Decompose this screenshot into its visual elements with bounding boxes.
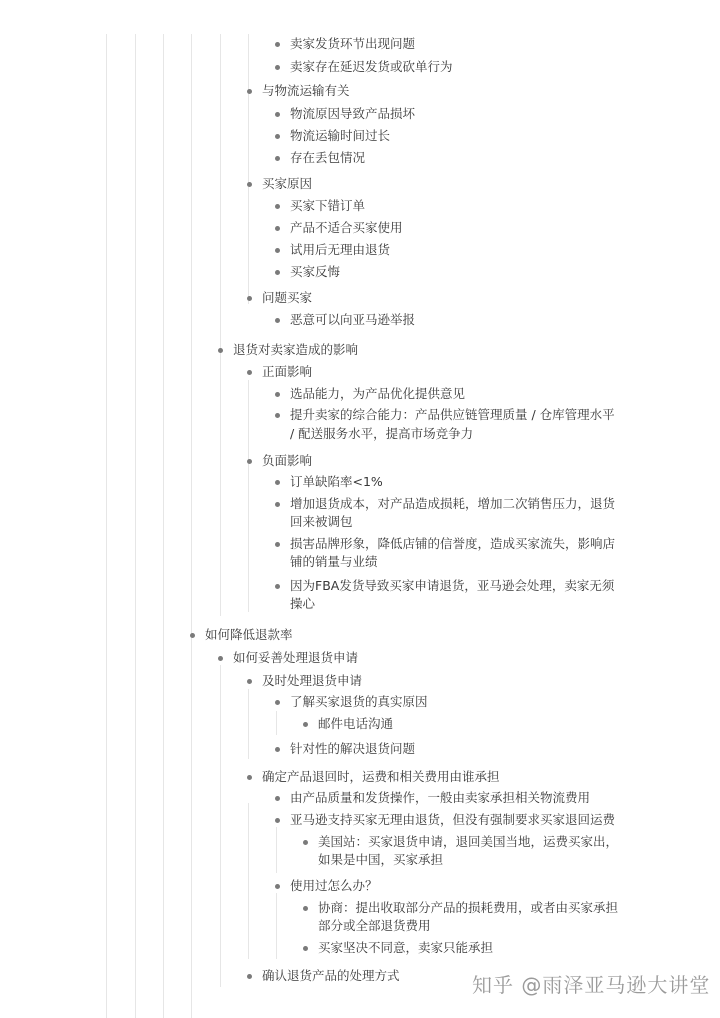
outline-item-level-4 [290,576,614,596]
outline-item-text: 买家下错订单 [290,198,366,213]
bullet-icon [275,112,280,117]
indent-guide [135,34,136,1018]
bullet-icon [275,480,280,485]
indent-guide [191,34,192,1018]
outline-item-text: 因为FBA发货导致买家申请退货，亚马逊会处理，卖家无须 [290,578,615,593]
outline-item-text: 订单缺陷率<1% [290,474,383,489]
outline-item-text: 退货对卖家造成的影响 [233,342,359,357]
indent-guide [220,34,221,616]
outline-item-level-3 [262,767,500,787]
outline-item-level-3 [262,81,350,101]
indent-guide [248,689,249,759]
outline-item-text: 卖家存在延迟发货或砍单行为 [290,59,453,74]
bullet-icon [275,204,280,209]
outline-item-text: 部分或全部退货费用 [318,918,431,933]
outline-item-level-4 [290,196,365,216]
outline-item-level-4 [290,310,415,330]
bullet-icon [303,906,308,911]
indent-guide [248,380,249,612]
outline-item-text: 问题买家 [262,290,313,305]
outline-item-text: 铺的销量与业绩 [290,554,378,569]
outline-item-level-5 [318,832,618,852]
outline-item-level-5 [318,714,393,734]
outline-item-level-4 [290,405,615,425]
outline-item-level-4 [290,34,415,54]
bullet-icon [275,413,280,418]
outline-item-level-4 [290,57,453,77]
outline-item-text: 回来被调包 [290,514,353,529]
outline-item-level-4 [290,739,415,759]
outline-item-text: 了解买家退货的真实原因 [290,694,428,709]
indent-guide [276,711,277,735]
bullet-icon [247,370,252,375]
outline-item-level-4 [290,534,615,554]
outline-item-text: 确定产品退回时，运费和相关费用由谁承担 [262,769,500,784]
outline-item-level-4 [290,148,365,168]
outline-item-text: 及时处理退货申请 [262,673,363,688]
outline-item-text: 存在丢包情况 [290,150,366,165]
bullet-icon [275,392,280,397]
bullet-icon [218,656,223,661]
outline-item-level-4 [290,876,378,896]
indent-guide [276,827,277,873]
bullet-icon [275,318,280,323]
outline-item-level-4 [290,472,383,492]
bullet-icon [275,502,280,507]
bullet-icon [275,65,280,70]
outline-item-level-3 [262,451,312,471]
bullet-icon [275,584,280,589]
bullet-icon [275,134,280,139]
outline-item-level-4 [290,810,615,830]
outline-item-level-2 [233,648,358,668]
indent-guide [163,34,164,1018]
outline-item-text: 买家坚决不同意，卖家只能承担 [318,940,494,955]
outline-item-text: 与物流运输有关 [262,83,350,98]
outline-item-text: 买家反悔 [290,264,341,279]
outline-item-text: 试用后无理由退货 [290,242,391,257]
bullet-icon [303,840,308,845]
outline-item-text: 物流原因导致产品损坏 [290,106,416,121]
indent-guide [220,665,221,987]
outline-item-level-5 [318,898,618,918]
watermark: 知乎 @雨泽亚马逊大讲堂 [472,973,711,997]
outline-item-text: 损害品牌形象，降低店铺的信誉度，造成买家流失，影响店 [290,536,616,551]
bullet-icon [218,348,223,353]
outline-item-level-4 [290,104,415,124]
outline-item-level-4 [290,384,465,404]
indent-guide [276,893,277,959]
outline-item-level-2 [233,340,358,360]
outline-item-continuation [318,850,443,870]
outline-item-text: 产品不适合买家使用 [290,220,403,235]
outline-item-text: 物流运输时间过长 [290,128,391,143]
bullet-icon [303,722,308,727]
bullet-icon [275,747,280,752]
outline-item-level-4 [290,494,615,514]
outline-item-level-3 [262,966,400,986]
bullet-icon [275,884,280,889]
outline-item-level-4 [290,218,403,238]
outline-item-level-4 [290,262,340,282]
bullet-icon [275,248,280,253]
indent-guide [248,803,249,959]
bullet-icon [247,182,252,187]
outline-item-text: 针对性的解决退货问题 [290,741,416,756]
outline-item-text: 美国站：买家退货申请，退回美国当地，运费买家出， [318,834,619,849]
outline-item-level-1 [205,625,293,645]
outline-item-continuation [290,512,353,532]
outline-item-text: 如何降低退款率 [205,627,293,642]
outline-item-text: 使用过怎么办？ [290,878,378,893]
bullet-icon [247,775,252,780]
outline-item-level-4 [290,788,590,808]
outline-item-text: 操心 [290,596,316,611]
bullet-icon [190,633,195,638]
outline-item-text: 如果是中国，买家承担 [318,852,444,867]
indent-guide [106,34,107,1018]
bullet-icon [247,679,252,684]
outline-item-level-3 [262,288,312,308]
indent-guide [248,34,249,304]
outline-item-text: 确认退货产品的处理方式 [262,968,400,983]
bullet-icon [275,270,280,275]
bullet-icon [275,818,280,823]
outline-item-text: 邮件电话沟通 [318,716,394,731]
outline-item-text: 正面影响 [262,364,313,379]
outline-item-text: 选品能力，为产品优化提供意见 [290,386,466,401]
outline-item-continuation [290,424,473,444]
outline-item-level-4 [290,240,390,260]
outline-item-text: 协商：提出收取部分产品的损耗费用，或者由买家承担 [318,900,619,915]
outline-item-continuation [290,552,378,572]
bullet-icon [275,796,280,801]
outline-item-level-3 [262,671,362,691]
outline-item-continuation [290,594,315,614]
bullet-icon [275,42,280,47]
bullet-icon [275,156,280,161]
outline-item-text: 买家原因 [262,176,313,191]
bullet-icon [247,974,252,979]
bullet-icon [247,459,252,464]
bullet-icon [247,296,252,301]
outline-item-text: 提升卖家的综合能力：产品供应链管理质量 / 仓库管理水平 [290,407,615,422]
outline-item-text: 增加退货成本，对产品造成损耗，增加二次销售压力，退货 [290,496,616,511]
outline-item-text: 亚马逊支持买家无理由退货，但没有强制要求买家退回运费 [290,812,616,827]
outline-item-text: 由产品质量和发货操作，一般由卖家承担相关物流费用 [290,790,591,805]
outline-item-text: 卖家发货环节出现问题 [290,36,416,51]
bullet-icon [275,542,280,547]
outline-item-level-4 [290,692,428,712]
outline-item-level-3 [262,174,312,194]
outline-item-level-4 [290,126,390,146]
outline-item-continuation [318,916,431,936]
outline-item-text: 负面影响 [262,453,313,468]
bullet-icon [275,700,280,705]
outline-item-text: / 配送服务水平，提高市场竞争力 [290,426,474,441]
outline-item-text: 如何妥善处理退货申请 [233,650,359,665]
bullet-icon [247,89,252,94]
bullet-icon [275,226,280,231]
outline-item-level-3 [262,362,312,382]
outline-item-text: 恶意可以向亚马逊举报 [290,312,416,327]
outline-item-level-5 [318,938,493,958]
bullet-icon [303,946,308,951]
